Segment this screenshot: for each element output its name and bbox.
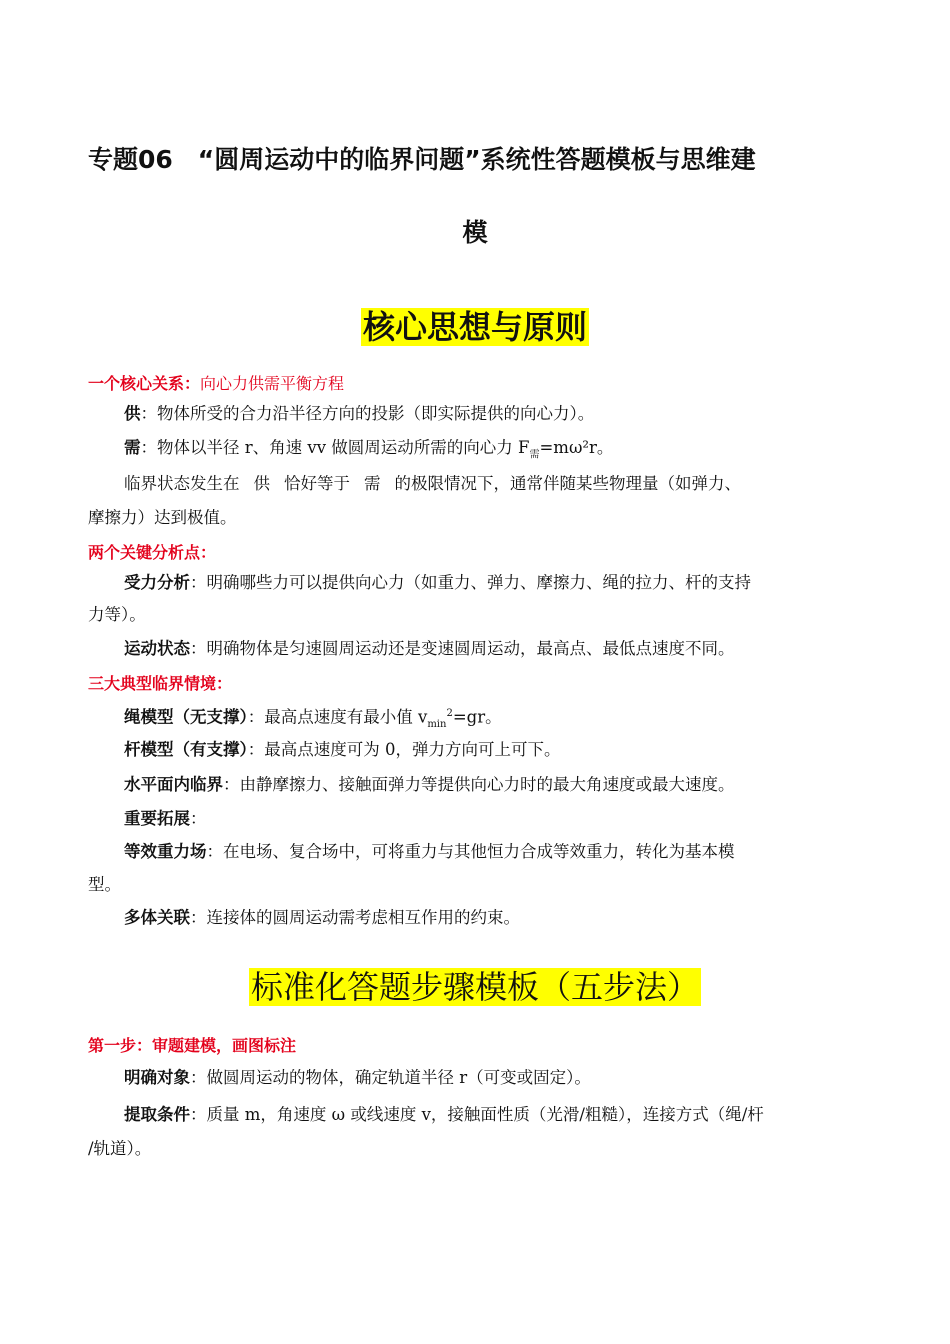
document-title-continued: 模 — [462, 218, 488, 247]
rope-model-line: 绳模型（无支撑）：最高点速度有最小值 $v_{min}^2=gr$。 — [124, 707, 502, 730]
section-heading-core: 核心思想与原则 — [362, 308, 587, 346]
motion-state-line: 运动状态：明确物体是匀速圆周运动还是变速圆周运动，最高点、最低点速度不同。 — [124, 639, 735, 658]
horizontal-critical-line: 水平面内临界：由静摩擦力、接触面弹力等提供向心力时的最大角速度或最大速度。 — [124, 775, 735, 794]
conditions-line-2: /轨道）。 — [88, 1139, 152, 1158]
scenarios-heading: 三大典型临界情境： — [88, 674, 233, 693]
rod-model-line: 杆模型（有支撑）：最高点速度可为 0，弹力方向可上可下。 — [124, 740, 561, 759]
step1-heading: 第一步：审题建模，画图标注 — [88, 1036, 297, 1055]
core-relation-line: 一个核心关系：向心力供需平衡方程 — [88, 374, 345, 393]
supply-line: 供：物体所受的合力沿半径方向的投影（即实际提供的向心力）。 — [124, 404, 595, 423]
equivalent-gravity-line: 等效重力场：在电场、复合场中，可将重力与其他恒力合成等效重力，转化为基本模 — [124, 842, 735, 861]
force-analysis-line: 受力分析：明确哪些力可以提供向心力（如重力、弹力、摩擦力、绳的拉力、杆的支持 — [124, 573, 751, 592]
critical-line: 临界状态发生在 供 恰好等于 需 的极限情况下，通常伴随某些物理量（如弹力、 — [124, 474, 741, 493]
key-points-heading: 两个关键分析点： — [88, 543, 217, 562]
multi-body-line: 多体关联：连接体的圆周运动需考虑相互作用的约束。 — [124, 908, 520, 927]
document-title: 专题06 “圆周运动中的临界问题”系统性答题模板与思维建 — [88, 145, 756, 174]
critical-line-2: 摩擦力）达到极值。 — [88, 508, 237, 527]
force-analysis-line-2: 力等）。 — [88, 605, 146, 624]
equivalent-gravity-line-2: 型。 — [88, 875, 121, 894]
demand-line: 需：物体以半径 r、角速 vv 做圆周运动所需的向心力 $F_需=m\omega^2r$。 — [124, 438, 614, 461]
section-heading-steps: 标准化答题步骤模板（五步法） — [250, 968, 699, 1006]
conditions-line: 提取条件：质量 m，角速度 ω 或线速度 v，接触面性质（光滑/粗糙），连接方式（绳/杆 — [124, 1105, 764, 1124]
extension-heading: 重要拓展： — [124, 809, 207, 828]
object-line: 明确对象：做圆周运动的物体，确定轨道半径 r（可变或固定）。 — [124, 1068, 591, 1087]
